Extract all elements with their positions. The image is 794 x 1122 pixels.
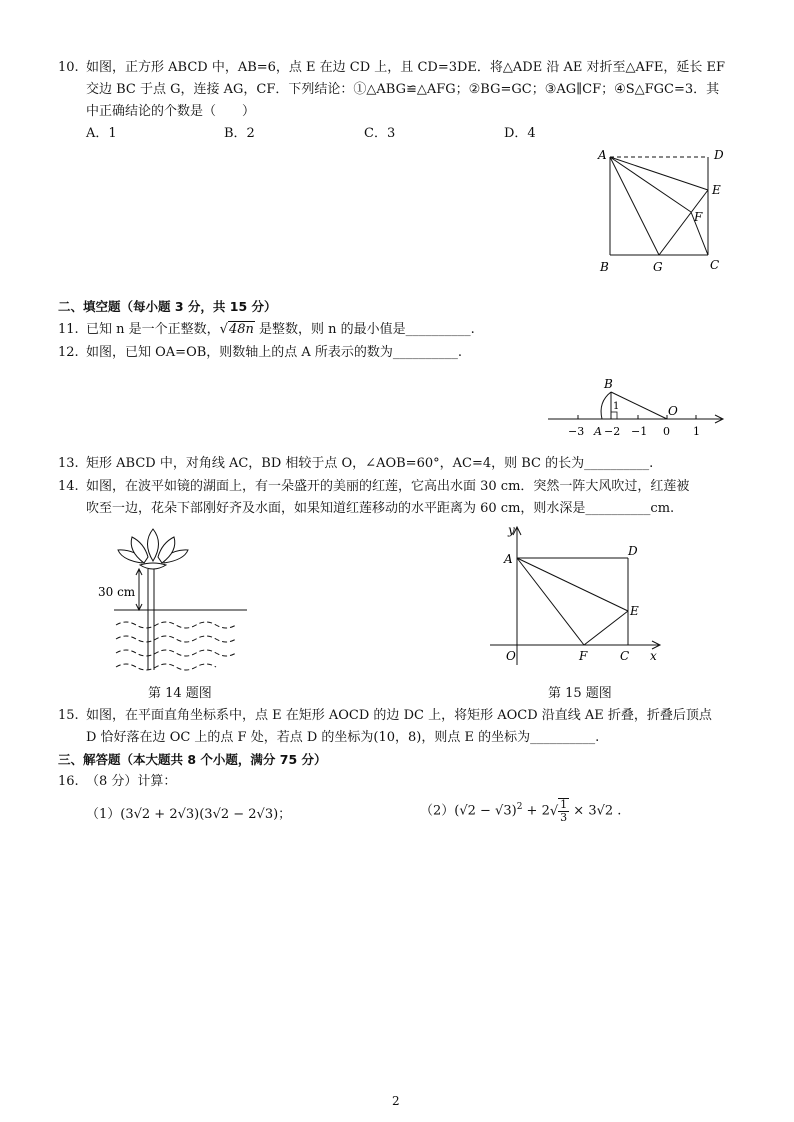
q11-post: 是整数，则 n 的最小值是__________.	[254, 322, 475, 337]
q16-part2-mid: + 2	[522, 803, 550, 819]
page-number: 2	[392, 1094, 400, 1108]
label-c: C	[710, 258, 720, 272]
right-angle-mark	[611, 412, 617, 419]
q14-line1: 如图，在波平如镜的湖面上，有一朵盛开的美丽的红莲，它高出水面 30 cm．突然一阵大风吹过，红莲被	[86, 479, 690, 494]
q16-part2-pre: （2）(√2 − √3)	[420, 803, 517, 819]
q11-pre: 已知 n 是一个正整数，	[86, 322, 220, 337]
q11-radicand: 48n	[228, 322, 254, 337]
label-f: F	[694, 210, 703, 224]
q10-option-d: D．4	[504, 126, 536, 141]
q15-caption: 第 15 题图	[548, 686, 612, 701]
q16-part2-radical: √	[549, 803, 559, 819]
tick-label-neg3: −3	[568, 425, 585, 438]
segment-ae	[610, 157, 708, 190]
q15-line1: 如图，在平面直角坐标系中，点 E 在矩形 AOCD 的边 DC 上，将矩形 AOCD 沿直线 AE 折叠，折叠后顶点	[86, 708, 712, 723]
label-g: G	[653, 260, 663, 274]
q14-number: 14.	[58, 479, 79, 494]
q16-part2	[420, 798, 621, 824]
q10-option-a: A．1	[86, 126, 117, 141]
q11-text	[86, 320, 475, 339]
label-e: E	[712, 183, 721, 197]
lotus-flower-icon	[118, 529, 188, 569]
q15-number: 15.	[58, 708, 79, 723]
q11-radical: √48n	[219, 322, 254, 337]
tick-label-neg2: −2	[604, 425, 621, 438]
arc-ba	[601, 392, 611, 419]
label-a: A	[598, 148, 607, 162]
section-3-title: 三、解答题（本大题共 8 个小题，满分 75 分）	[58, 752, 327, 767]
label-b: B	[600, 260, 609, 274]
q14-caption: 第 14 题图	[148, 686, 212, 701]
tick-label-0: 0	[663, 425, 670, 438]
label-x: x	[650, 649, 657, 663]
q12-number: 12.	[58, 345, 79, 360]
q10-option-b: B．2	[224, 126, 255, 141]
q10-line2: 交边 BC 于点 G，连接 AG，CF．下列结论：①△ABG≌△AFG；②BG=GC；③AG∥CF；④S△FGC=3．其	[86, 82, 720, 97]
segment-ae	[517, 558, 628, 611]
tick-label-a: A	[594, 425, 602, 438]
q13-number: 13.	[58, 456, 79, 471]
section-2-title: 二、填空题（每小题 3 分，共 15 分）	[58, 299, 277, 314]
frac-numerator: 1	[560, 798, 568, 811]
number-line-figure	[540, 372, 730, 444]
water-waves	[116, 622, 236, 670]
label-a: A	[504, 552, 513, 566]
q15-line2: D 恰好落在边 OC 上的点 F 处，若点 D 的坐标为(10，8)，则点 E 的坐标为__________.	[86, 730, 600, 745]
label-o: O	[668, 404, 678, 418]
segment-fe	[584, 611, 628, 645]
q16-part2-fraction	[558, 798, 569, 824]
q12-text: 如图，已知 OA=OB，则数轴上的点 A 所表示的数为__________.	[86, 345, 463, 360]
segment-ag	[610, 157, 659, 255]
label-f: F	[579, 649, 588, 663]
label-d: D	[628, 544, 638, 558]
label-o: O	[506, 649, 516, 663]
q10-number: 10.	[58, 60, 79, 75]
segment-af	[517, 558, 584, 645]
label-e: E	[630, 604, 639, 618]
label-b: B	[604, 377, 613, 391]
q15-coordinate-figure	[480, 520, 670, 670]
label-c: C	[620, 649, 630, 663]
tick-label-1: 1	[693, 425, 700, 438]
q10-line1: 如图，正方形 ABCD 中，AB=6，点 E 在边 CD 上，且 CD=3DE．将△ADE 沿 AE 对折至△AFE，延长 EF	[86, 60, 725, 75]
frac-denominator: 3	[560, 811, 568, 824]
q10-square-figure	[590, 145, 740, 275]
tick-label-neg1: −1	[631, 425, 648, 438]
q16-number: 16.	[58, 774, 79, 789]
q16-part1: （1）(3√2 + 2√3)(3√2 − 2√3)；	[86, 807, 292, 822]
q16-text: （8 分）计算：	[86, 774, 177, 789]
q16-part2-post: × 3√2 .	[569, 803, 622, 819]
q14-lotus-figure	[92, 525, 252, 675]
q10-option-c: C．3	[364, 126, 396, 141]
label-unit: 1	[613, 401, 620, 412]
label-30cm: 30 cm	[98, 585, 136, 599]
label-d: D	[714, 148, 724, 162]
q10-line3: 中正确结论的个数是（ ）	[86, 104, 256, 119]
q16-part2-square: 2	[516, 802, 523, 813]
segment-ob	[611, 392, 667, 419]
label-y: y	[508, 523, 515, 537]
q13-text: 矩形 ABCD 中，对角线 AC，BD 相较于点 O，∠AOB=60°，AC=4，则 BC 的长为__________.	[86, 456, 654, 471]
q11-number: 11.	[58, 322, 79, 337]
q14-line2: 吹至一边，花朵下部刚好齐及水面，如果知道红莲移动的水平距离为 60 cm，则水深是__________cm.	[86, 501, 675, 516]
segment-af	[610, 157, 691, 212]
